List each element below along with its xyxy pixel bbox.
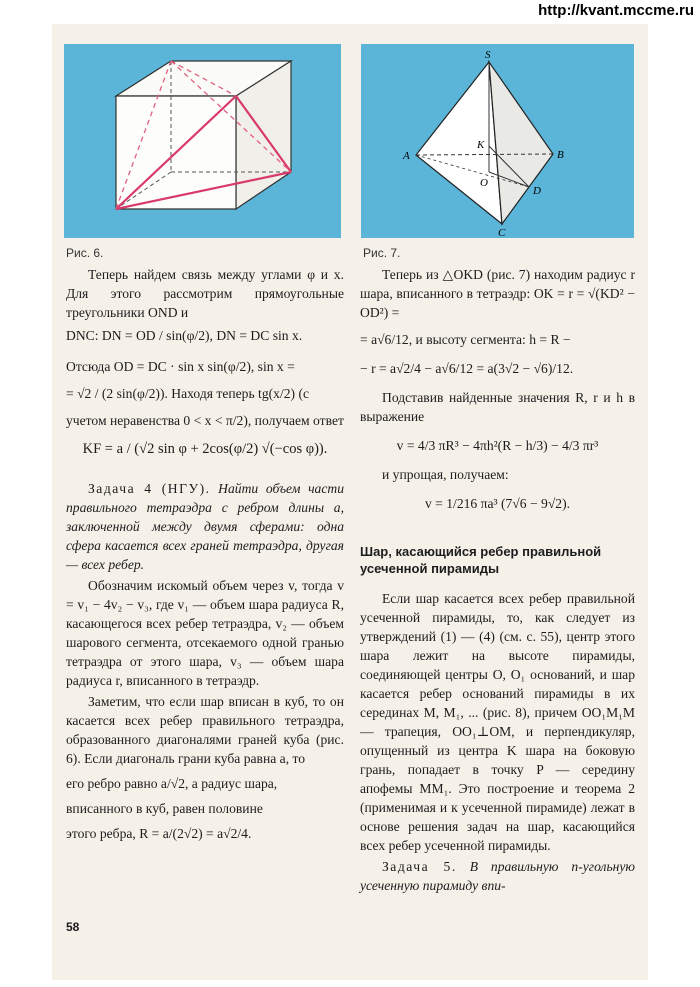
label-O: O xyxy=(480,177,488,189)
label-S: S xyxy=(485,49,491,61)
figure-6-caption: Рис. 6. xyxy=(66,246,104,260)
task-5 xyxy=(360,857,635,895)
section-heading: Шар, касающийся ребер правильной усеченной пирамиды xyxy=(360,544,602,576)
figure-6 xyxy=(64,44,341,238)
formula-volume-answer: v = 1/216 πa³ (7√6 − 9√2). xyxy=(424,496,571,511)
label-D: D xyxy=(533,185,541,197)
figure-7 xyxy=(361,44,634,238)
formula-h: − r = a√2/4 − a√6/12 = a(3√2 − √6)/12. xyxy=(360,361,574,376)
formula-r-small: = a√6/12, и высоту сегмента: h = R − xyxy=(360,332,571,347)
left-paragraph-3: Заметим, что если шар вписан в куб, то он касается всех ребер правильного тетраэдра, образованного диагоналями граней куба (рис. 6). Если диагональ грани куба равна a, то xyxy=(66,694,344,766)
right-column xyxy=(360,265,635,895)
label-C: C xyxy=(498,227,506,238)
label-A: A xyxy=(403,150,410,162)
right-paragraph-2: Подставив найденные значения R, r и h в выражение xyxy=(360,390,635,424)
task-5-statement: В правильную n-угольную усеченную пирамиду впи- xyxy=(360,859,636,893)
right-paragraph-1: Теперь из △OKD (рис. 7) находим радиус r шара, вписанного в тетраэдр: OK = r = √(KD² − OD²) = xyxy=(360,267,635,320)
task-4-heading: Задача 4 (НГУ). xyxy=(88,481,211,496)
left-text-line: вписанного в куб, равен половине xyxy=(66,801,263,816)
right-text-line: и упрощая, получаем: xyxy=(382,467,509,482)
right-paragraph-3: Если шар касается всех ребер правильной усеченной пирамиды, то, как следует из утверждений (1) — (4) (см. с. 55), центр этого шара лежит на высоте пирамиды, соединяющей центры O, O₁ оснований, и шар касается ребер оснований пирамиды в их серединах M, M₁, ... (рис. 8), причем OO₁M₁M — трапеция, OO₁⊥OM, и перпендикуляр, опущенный из центра K шара на боковую грань, попадает в точку P — середину апофемы MM₁. Это построение и теорема 2 (применимая и к усеченной пирамиде) лежат в основе решения задач на шар, касающийся всех ребер усеченной пирамиды. xyxy=(360,591,635,853)
formula-sinx: = √2 / (2 sin(φ/2)). Находя теперь tg(x/2) (с xyxy=(66,386,310,401)
formula-od: Отсюда OD = DC · sin x sin(φ/2), sin x = xyxy=(66,359,295,374)
figure-7-caption: Рис. 7. xyxy=(363,246,401,260)
formula-r-big: этого ребра, R = a/(2√2) = a√2/4. xyxy=(66,826,252,841)
formula-volume-expression: v = 4/3 πR³ − 4πh²(R − h/3) − 4/3 πr³ xyxy=(396,438,599,453)
formula-edge: его ребро равно a/√2, а радиус шара, xyxy=(66,776,278,791)
left-paragraph-1: Теперь найдем связь между углами φ и x. Для этого рассмотрим прямоугольные треугольники OND и xyxy=(66,267,344,320)
task-5-heading: Задача 5. xyxy=(382,859,457,874)
task-4-statement: Найти объем части правильного тетраэдра с ребром длины a, заключенной между двумя сферами: одна сфера касается всех граней тетраэдра, другая — всех ребер. xyxy=(66,481,344,572)
task-4 xyxy=(66,479,344,574)
left-paragraph-2: Обозначим искомый объем через v, тогда v = v₁ − 4v₂ − v₃, где v₁ — объем шара радиуса R, касающегося всех ребер тетраэдра, v₂ — объем шарового сегмента, отсекаемого одной гранью тетраэдра от этого шара, v₃ — объем шара радиуса r, вписанного в тетраэдр. xyxy=(66,578,344,688)
tetrahedron-diagram xyxy=(361,44,634,238)
source-url[interactable]: http://kvant.mccme.ru xyxy=(538,2,694,19)
left-column xyxy=(66,265,344,843)
label-B: B xyxy=(557,149,564,161)
cube-diagram xyxy=(64,44,341,238)
formula-dn: DNC: DN = OD / sin(φ/2), DN = DC sin x. xyxy=(66,328,303,343)
page-number: 58 xyxy=(66,920,80,934)
formula-kf-answer: KF = a / (√2 sin φ + 2cos(φ/2) √(−cos φ)). xyxy=(82,441,328,457)
label-K: K xyxy=(477,139,485,151)
inequality-line: учетом неравенства 0 < x < π/2), получаем ответ xyxy=(66,413,344,428)
